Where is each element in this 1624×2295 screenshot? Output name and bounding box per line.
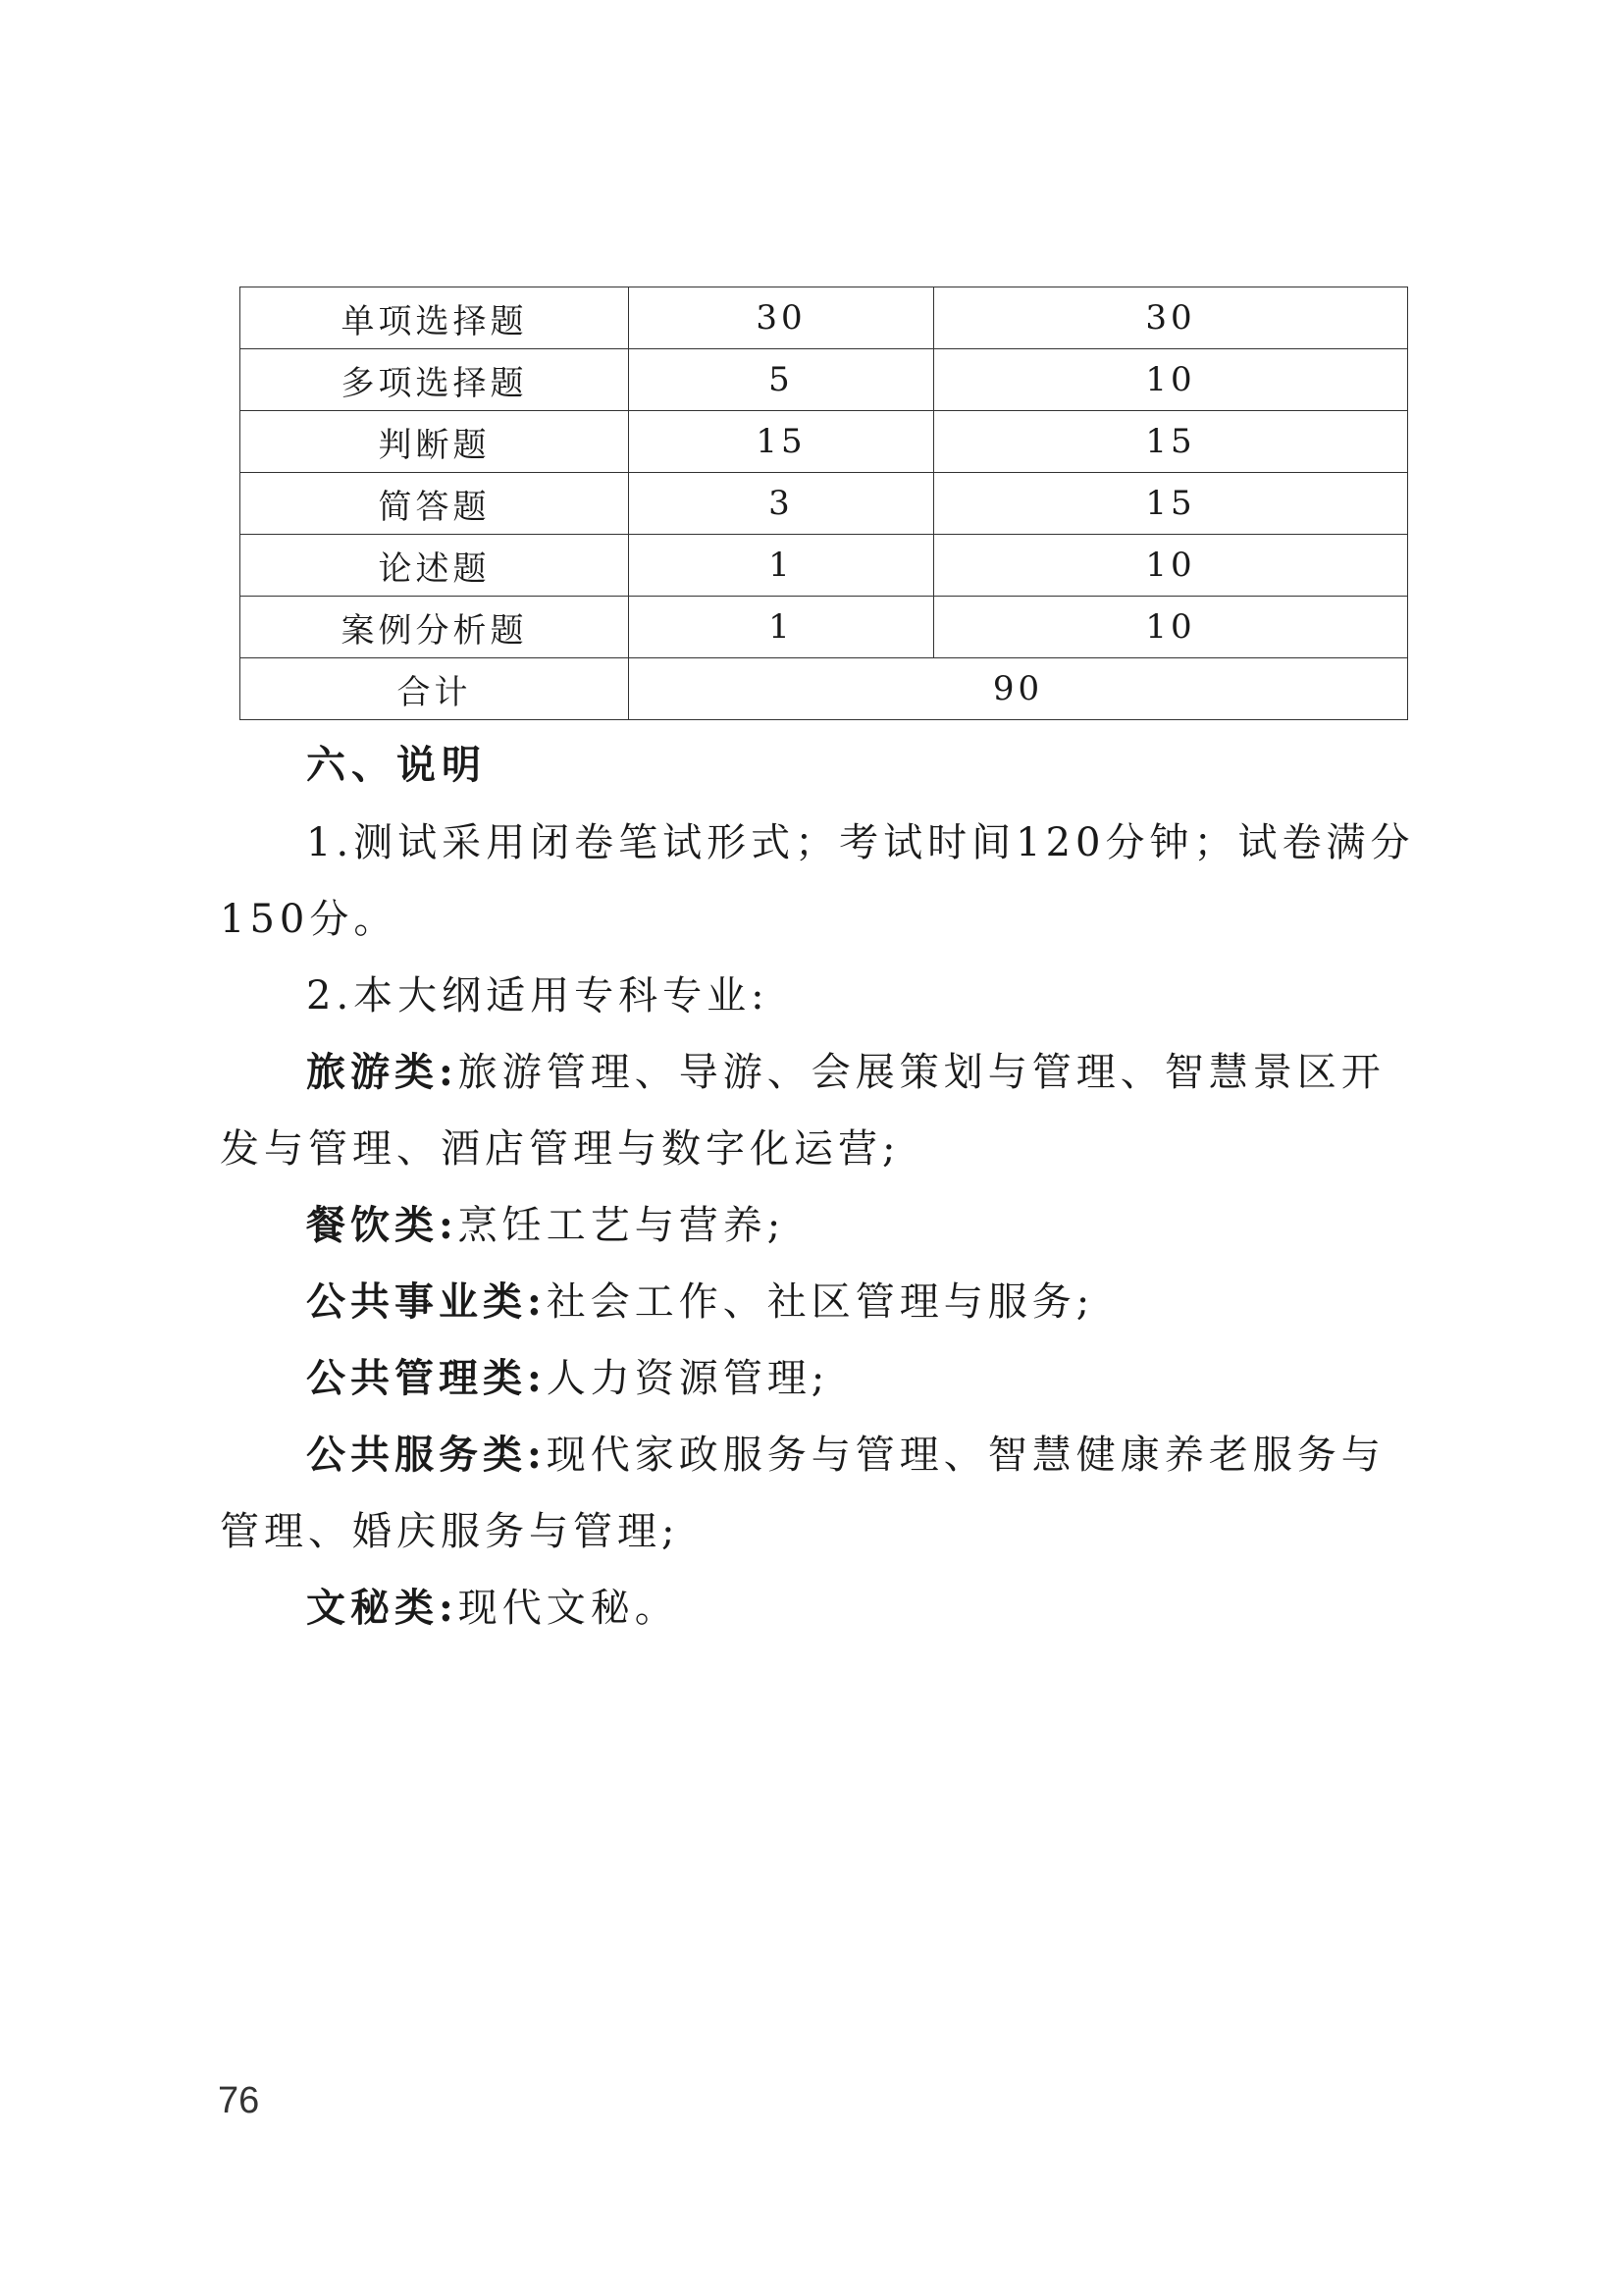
question-score-cell: 15 [934, 473, 1408, 535]
exam-format-paragraph: 1.测试采用闭卷笔试形式；考试时间120分钟；试卷满分150分。 [220, 820, 1415, 942]
question-count-cell: 1 [629, 597, 934, 658]
question-count-cell: 1 [629, 535, 934, 597]
question-score-table [239, 287, 1408, 720]
question-score-cell: 10 [934, 349, 1408, 411]
question-count-cell: 3 [629, 473, 934, 535]
question-type-cell: 单项选择题 [240, 287, 629, 349]
table-total-row [240, 658, 1408, 720]
category-majors: 现代文秘。 [457, 1586, 679, 1631]
category-tourism [220, 1034, 1427, 1187]
applicable-majors-intro: 2.本大纲适用专科专业: [306, 973, 769, 1018]
question-count-cell: 5 [629, 349, 934, 411]
question-count-cell: 30 [629, 287, 934, 349]
total-label-cell: 合计 [240, 658, 629, 720]
category-public-services [220, 1417, 1427, 1570]
question-count-cell: 15 [629, 411, 934, 473]
category-catering [220, 1187, 1427, 1264]
question-score-cell: 15 [934, 411, 1408, 473]
table-row [240, 287, 1408, 349]
question-type-cell: 简答题 [240, 473, 629, 535]
category-majors: 旅游管理、导游、会展策划与管理、智慧景区开发与管理、酒店管理与数字化运营; [220, 1050, 1386, 1172]
page-number: 76 [218, 2080, 260, 2121]
question-type-cell: 案例分析题 [240, 597, 629, 658]
category-majors: 社会工作、社区管理与服务; [546, 1279, 1095, 1325]
question-type-cell: 论述题 [240, 535, 629, 597]
category-label: 旅游类: [306, 1049, 458, 1095]
category-majors: 人力资源管理; [546, 1356, 830, 1401]
question-score-cell: 30 [934, 287, 1408, 349]
category-majors: 烹饪工艺与营养; [457, 1203, 786, 1248]
category-label: 公共服务类: [306, 1432, 547, 1478]
question-score-cell: 10 [934, 597, 1408, 658]
question-type-cell: 判断题 [240, 411, 629, 473]
total-value-cell: 90 [629, 658, 1408, 720]
category-majors: 现代家政服务与管理、智慧健康养老服务与管理、婚庆服务与管理; [220, 1433, 1386, 1554]
question-type-cell: 多项选择题 [240, 349, 629, 411]
category-label: 餐饮类: [306, 1202, 458, 1248]
table-row [240, 597, 1408, 658]
table-row [240, 411, 1408, 473]
table-row [240, 349, 1408, 411]
category-public-affairs [220, 1264, 1427, 1340]
section-heading: 六、说明 [306, 742, 487, 788]
category-label: 文秘类: [306, 1585, 458, 1631]
category-label: 公共事业类: [306, 1278, 547, 1325]
category-label: 公共管理类: [306, 1355, 547, 1401]
table-row [240, 473, 1408, 535]
category-public-management [220, 1340, 1427, 1417]
question-score-cell: 10 [934, 535, 1408, 597]
category-secretarial [220, 1570, 1427, 1646]
table-row [240, 535, 1408, 597]
